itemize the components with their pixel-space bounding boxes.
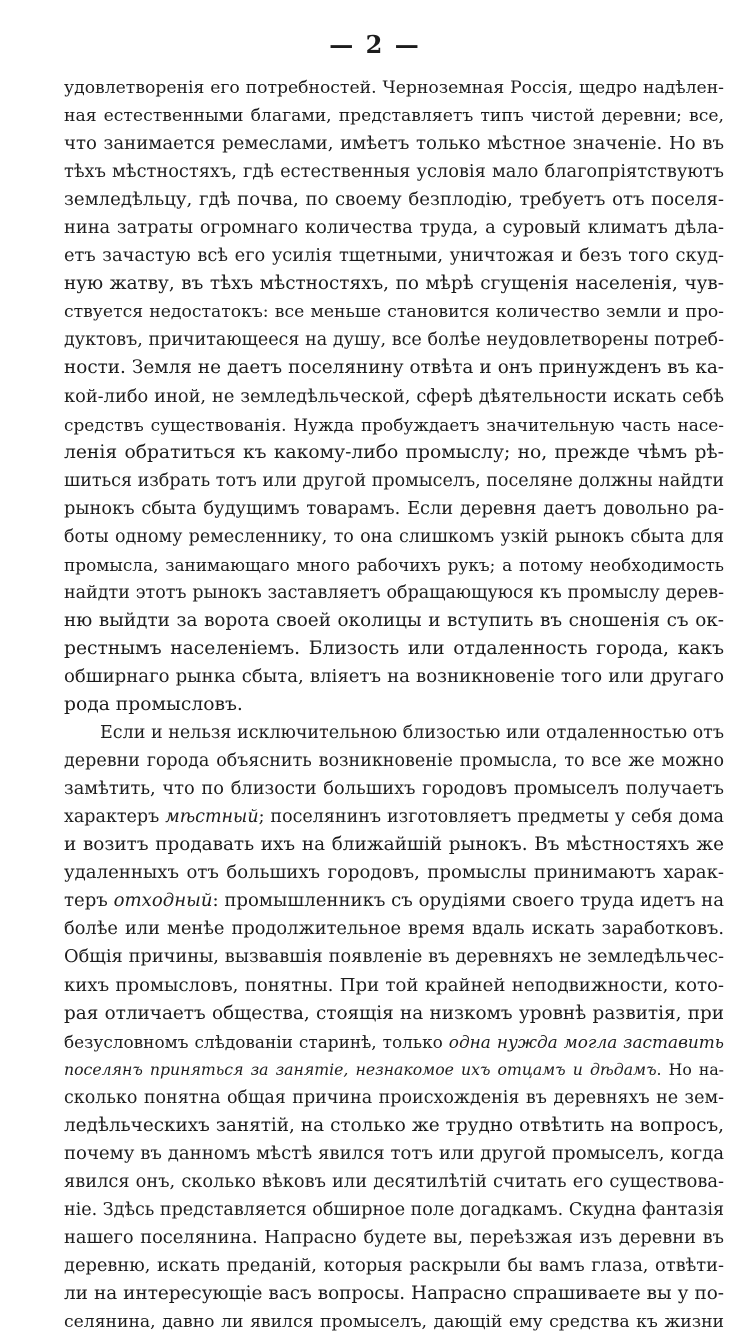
text-line: дуктовъ, причитающееся на душу, все болѣе неудовлетворены потреб-: [64, 330, 724, 351]
text-line: обширнаго рынка сбыта, вліяетъ на возникновеніе того или другаго: [64, 665, 724, 687]
text-line: найдти этотъ рынокъ заставляетъ обращающуюся къ промыслу дерев-: [64, 582, 724, 603]
text-line: ледѣльческихъ занятій, на столько же трудно отвѣтить на вопросъ,: [64, 1114, 724, 1136]
text-segment: характеръ: [64, 807, 166, 828]
text-line: ніе. Здѣсь представляется обширное поле догадкамъ. Скудна фантазія: [64, 1199, 724, 1220]
text-segment: . Но на-: [656, 1059, 724, 1079]
text-line: кихъ промысловъ, понятны. При той крайней неподвижности, кото-: [64, 974, 724, 996]
emphasis-text: поселянъ приняться за занятіе, незнакомое ихъ отцамъ и дѣдамъ: [64, 1059, 657, 1079]
emphasis-text: одна нужда могла заставить: [448, 1031, 724, 1052]
text-segment: : промышленникъ съ орудіями своего труда идетъ на: [212, 890, 724, 912]
text-line: ствуется недостатокъ: все меньше становится количество земли и про-: [64, 302, 724, 323]
body-text: [64, 74, 724, 1336]
text-line-with-emphasis: [64, 1028, 724, 1056]
text-line: шиться избрать тотъ или другой промыселъ, поселяне должны найдти: [64, 470, 724, 491]
text-line: ню выйдти за ворота своей околицы и вступить въ сношенія съ ок-: [64, 609, 724, 631]
text-line: промысла, занимающаго много рабочихъ рукъ; а потому необходимость: [64, 554, 724, 575]
text-line: ности. Земля не даетъ поселянину отвѣта и онъ принужденъ въ ка-: [64, 357, 724, 379]
text-line: средствъ существованія. Нужда пробуждаетъ значительную часть насе-: [64, 414, 724, 435]
text-line: рая отличаетъ общества, стоящія на низкомъ уровнѣ развитія, при: [64, 1002, 724, 1024]
text-line: явился онъ, сколько вѣковъ или десятилѣтій считать его существова-: [64, 1170, 724, 1192]
text-line: ленія обратиться къ какому-либо промыслу; но, прежде чѣмъ рѣ-: [64, 441, 724, 463]
paragraph-start-line: Если и нельзя исключительною близостью или отдаленностью отъ: [100, 723, 724, 744]
text-line: почему въ данномъ мѣстѣ явился тотъ или другой промыселъ, когда: [64, 1142, 724, 1164]
text-line: ли на интересующіе васъ вопросы. Напрасно спрашиваете вы у по-: [64, 1283, 724, 1305]
text-segment: безусловномъ слѣдованіи старинѣ, только: [64, 1031, 449, 1052]
emphasis-text: мѣстный: [165, 807, 259, 828]
text-line: селянина, давно ли явился промыселъ, дающій ему средства къ жизни: [64, 1312, 724, 1333]
paragraph-end-line: рода промысловъ.: [64, 694, 243, 716]
text-line: Общія причины, вызвавшія появленіе въ деревняхъ не земледѣльчес-: [64, 946, 724, 968]
text-segment: теръ: [64, 890, 114, 912]
text-line-with-emphasis: [64, 887, 724, 915]
text-line: замѣтить, что по близости большихъ городовъ промыселъ получаетъ: [64, 778, 724, 800]
text-line: земледѣльцу, гдѣ почва, по своему безплодію, требуетъ отъ поселя-: [64, 189, 724, 211]
page-number: — 2 —: [329, 30, 421, 59]
text-line: удаленныхъ отъ большихъ городовъ, промыслы принимаютъ харак-: [64, 862, 724, 884]
text-line: етъ зачастую всѣ его усилія тщетными, уничтожая и безъ того скуд-: [64, 245, 724, 267]
text-line: нашего поселянина. Напрасно будете вы, переѣзжая изъ деревни въ: [64, 1226, 724, 1248]
text-line: рынокъ сбыта будущимъ товарамъ. Если деревня даетъ довольно ра-: [64, 497, 724, 519]
text-line: ная естественными благами, представляетъ типъ чистой деревни; все,: [64, 106, 724, 127]
text-line: и возитъ продавать ихъ на ближайшій рынокъ. Въ мѣстностяхъ же: [64, 834, 724, 856]
text-line-with-emphasis: [64, 803, 724, 831]
text-line: удовлетворенія его потребностей. Черноземная Россія, щедро надѣлен-: [64, 78, 724, 98]
emphasis-text: отходный: [113, 890, 213, 912]
text-line: болѣе или менѣе продолжительное время вдаль искать заработковъ.: [64, 918, 724, 940]
text-line: что занимается ремеслами, имѣетъ только мѣстное значеніе. Но въ: [64, 133, 724, 155]
text-line-with-emphasis: [64, 1056, 724, 1084]
text-line: тѣхъ мѣстностяхъ, гдѣ естественныя условія мало благопріятствуютъ: [64, 161, 724, 183]
text-line: нина затраты огромнаго количества труда, а суровый климатъ дѣла-: [64, 217, 724, 239]
text-line: ную жатву, въ тѣхъ мѣстностяхъ, по мѣрѣ сгущенія населенія, чув-: [64, 273, 724, 295]
text-line: боты одному ремесленнику, то она слишкомъ узкій рынокъ сбыта для: [64, 526, 724, 547]
text-line: кой-либо иной, не земледѣльческой, сферѣ дѣятельности искать себѣ: [64, 385, 724, 407]
text-line: рестнымъ населеніемъ. Близость или отдаленность города, какъ: [64, 637, 724, 659]
text-line: деревню, искать преданій, которыя раскрыли бы вамъ глаза, отвѣти-: [64, 1254, 724, 1276]
text-line: сколько понятна общая причина происхожденія въ деревняхъ не зем-: [64, 1087, 724, 1108]
text-line: деревни города объяснить возникновеніе промысла, то все же можно: [64, 751, 724, 772]
text-segment: ; поселянинъ изготовляетъ предметы у себя дома: [258, 807, 724, 828]
